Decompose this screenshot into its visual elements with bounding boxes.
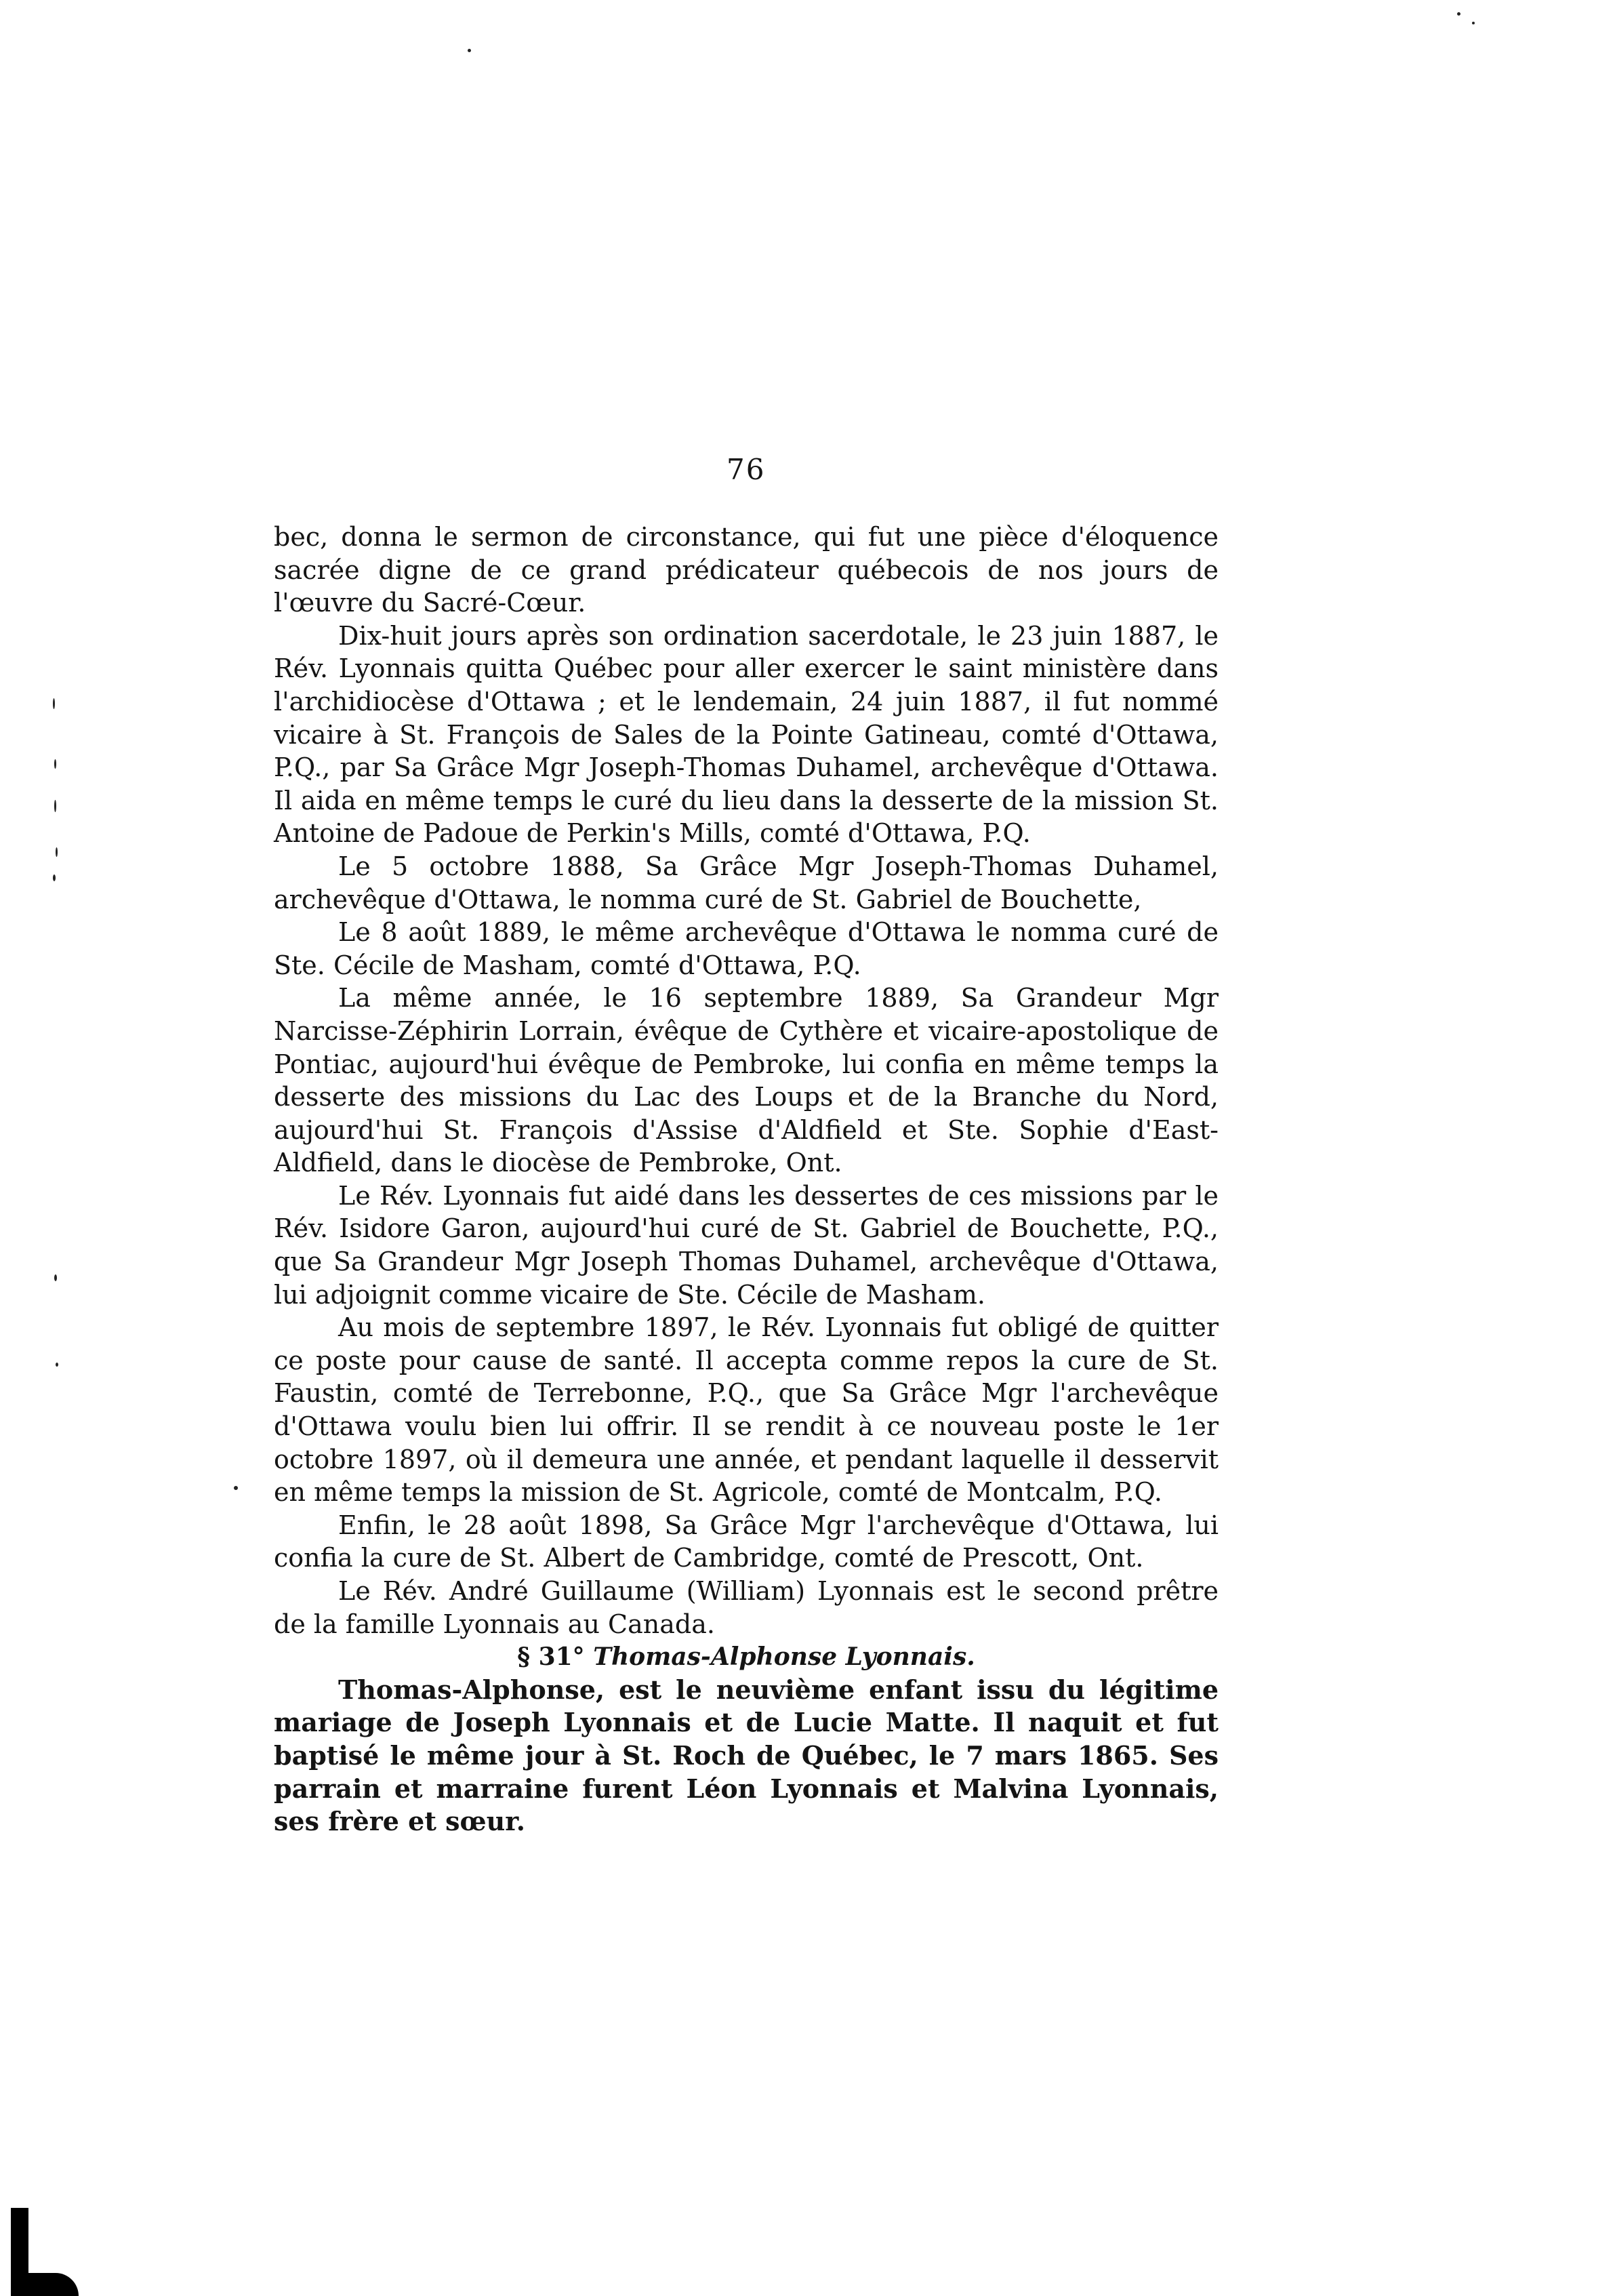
scan-speck	[1472, 22, 1475, 24]
paragraph: Le 5 octobre 1888, Sa Grâce Mgr Joseph-Thomas Duhamel, archevêque d'Ottawa, le nomma curé de St. Gabriel de Bouchette,	[274, 851, 1219, 914]
paragraph: Thomas-Alphonse, est le neuvième enfant issu du légitime mariage de Joseph Lyonnais et de Lucie Matte. Il naquit et fut baptisé le même jour à St. Roch de Québec, le 7 mars 1865. Ses parrain et marraine furent Léon Lyonnais et Malvina Lyonnais, ses frère et sœur.	[274, 1674, 1219, 1837]
paragraph: Au mois de septembre 1897, le Rév. Lyonnais fut obligé de quitter ce poste pour cause de santé. Il accepta comme repos la cure de St. Faustin, comté de Terrebonne, P.Q., que Sa Grâce Mgr l'archevêque d'Ottawa voulu bien lui offrir. Il se rendit à ce nouveau poste le 1er octobre 1897, où il demeura une année, et pendant laquelle il desservit en même temps la mission de St. Agricole, comté de Montcalm, P.Q.	[274, 1312, 1219, 1508]
section-title: Thomas-Alphonse Lyonnais.	[593, 1643, 975, 1672]
paragraph: Le Rév. Lyonnais fut aidé dans les dessertes de ces missions par le Rév. Isidore Garon, aujourd'hui curé de St. Gabriel de Bouchette, P.Q., que Sa Grandeur Mgr Joseph Thomas Duhamel, archevêque d'Ottawa, lui adjoignit comme vicaire de Ste. Cécile de Masham.	[274, 1180, 1219, 1310]
page-number: 76	[727, 453, 766, 486]
section-heading	[274, 1640, 1219, 1674]
section-marker: § 31°	[517, 1643, 585, 1672]
scan-speck	[54, 800, 56, 812]
scan-speck	[234, 1486, 238, 1490]
scan-speck	[53, 874, 56, 881]
scan-speck	[468, 49, 471, 52]
paragraph: Le Rév. André Guillaume (William) Lyonnais est le second prêtre de la famille Lyonnais au Canada.	[274, 1576, 1219, 1639]
scan-speck	[53, 698, 55, 709]
paragraph: Enfin, le 28 août 1898, Sa Grâce Mgr l'archevêque d'Ottawa, lui confia la cure de St. Albert de Cambridge, comté de Prescott, Ont.	[274, 1510, 1219, 1573]
body-text	[274, 521, 1219, 1838]
paragraph: Le 8 août 1889, le même archevêque d'Ottawa le nomma curé de Ste. Cécile de Masham, comté d'Ottawa, P.Q.	[274, 917, 1219, 980]
paragraph: Dix-huit jours après son ordination sacerdotale, le 23 juin 1887, le Rév. Lyonnais quitta Québec pour aller exercer le saint ministère dans l'archidiocèse d'Ottawa ; et le lendemain, 24 juin 1887, il fut nommé vicaire à St. François de Sales de la Pointe Gatineau, comté d'Ottawa, P.Q., par Sa Grâce Mgr Joseph-Thomas Duhamel, archevêque d'Ottawa. Il aida en même temps le curé du lieu dans la desserte de la mission St. Antoine de Padoue de Perkin's Mills, comté d'Ottawa, P.Q.	[274, 620, 1219, 849]
paragraph: La même année, le 16 septembre 1889, Sa Grandeur Mgr Narcisse-Zéphirin Lorrain, évêque de Cythère et vicaire-apostolique de Pontiac, aujourd'hui évêque de Pembroke, lui confia en même temps la desserte des missions du Lac des Loups et de la Branche du Nord, aujourd'hui St. François d'Assise d'Aldfield et Ste. Sophie d'East-Aldfield, dans le diocèse de Pembroke, Ont.	[274, 983, 1219, 1178]
scan-speck	[1457, 12, 1460, 16]
paragraph: bec, donna le sermon de circonstance, qui fut une pièce d'éloquence sacrée digne de ce grand prédicateur québecois de nos jours de l'œuvre du Sacré-Cœur.	[274, 522, 1219, 618]
scan-speck	[56, 1363, 58, 1367]
scan-speck	[54, 1274, 57, 1281]
scan-speck	[54, 759, 56, 769]
scan-corner-mark	[0, 2208, 81, 2296]
scan-speck	[56, 847, 58, 857]
